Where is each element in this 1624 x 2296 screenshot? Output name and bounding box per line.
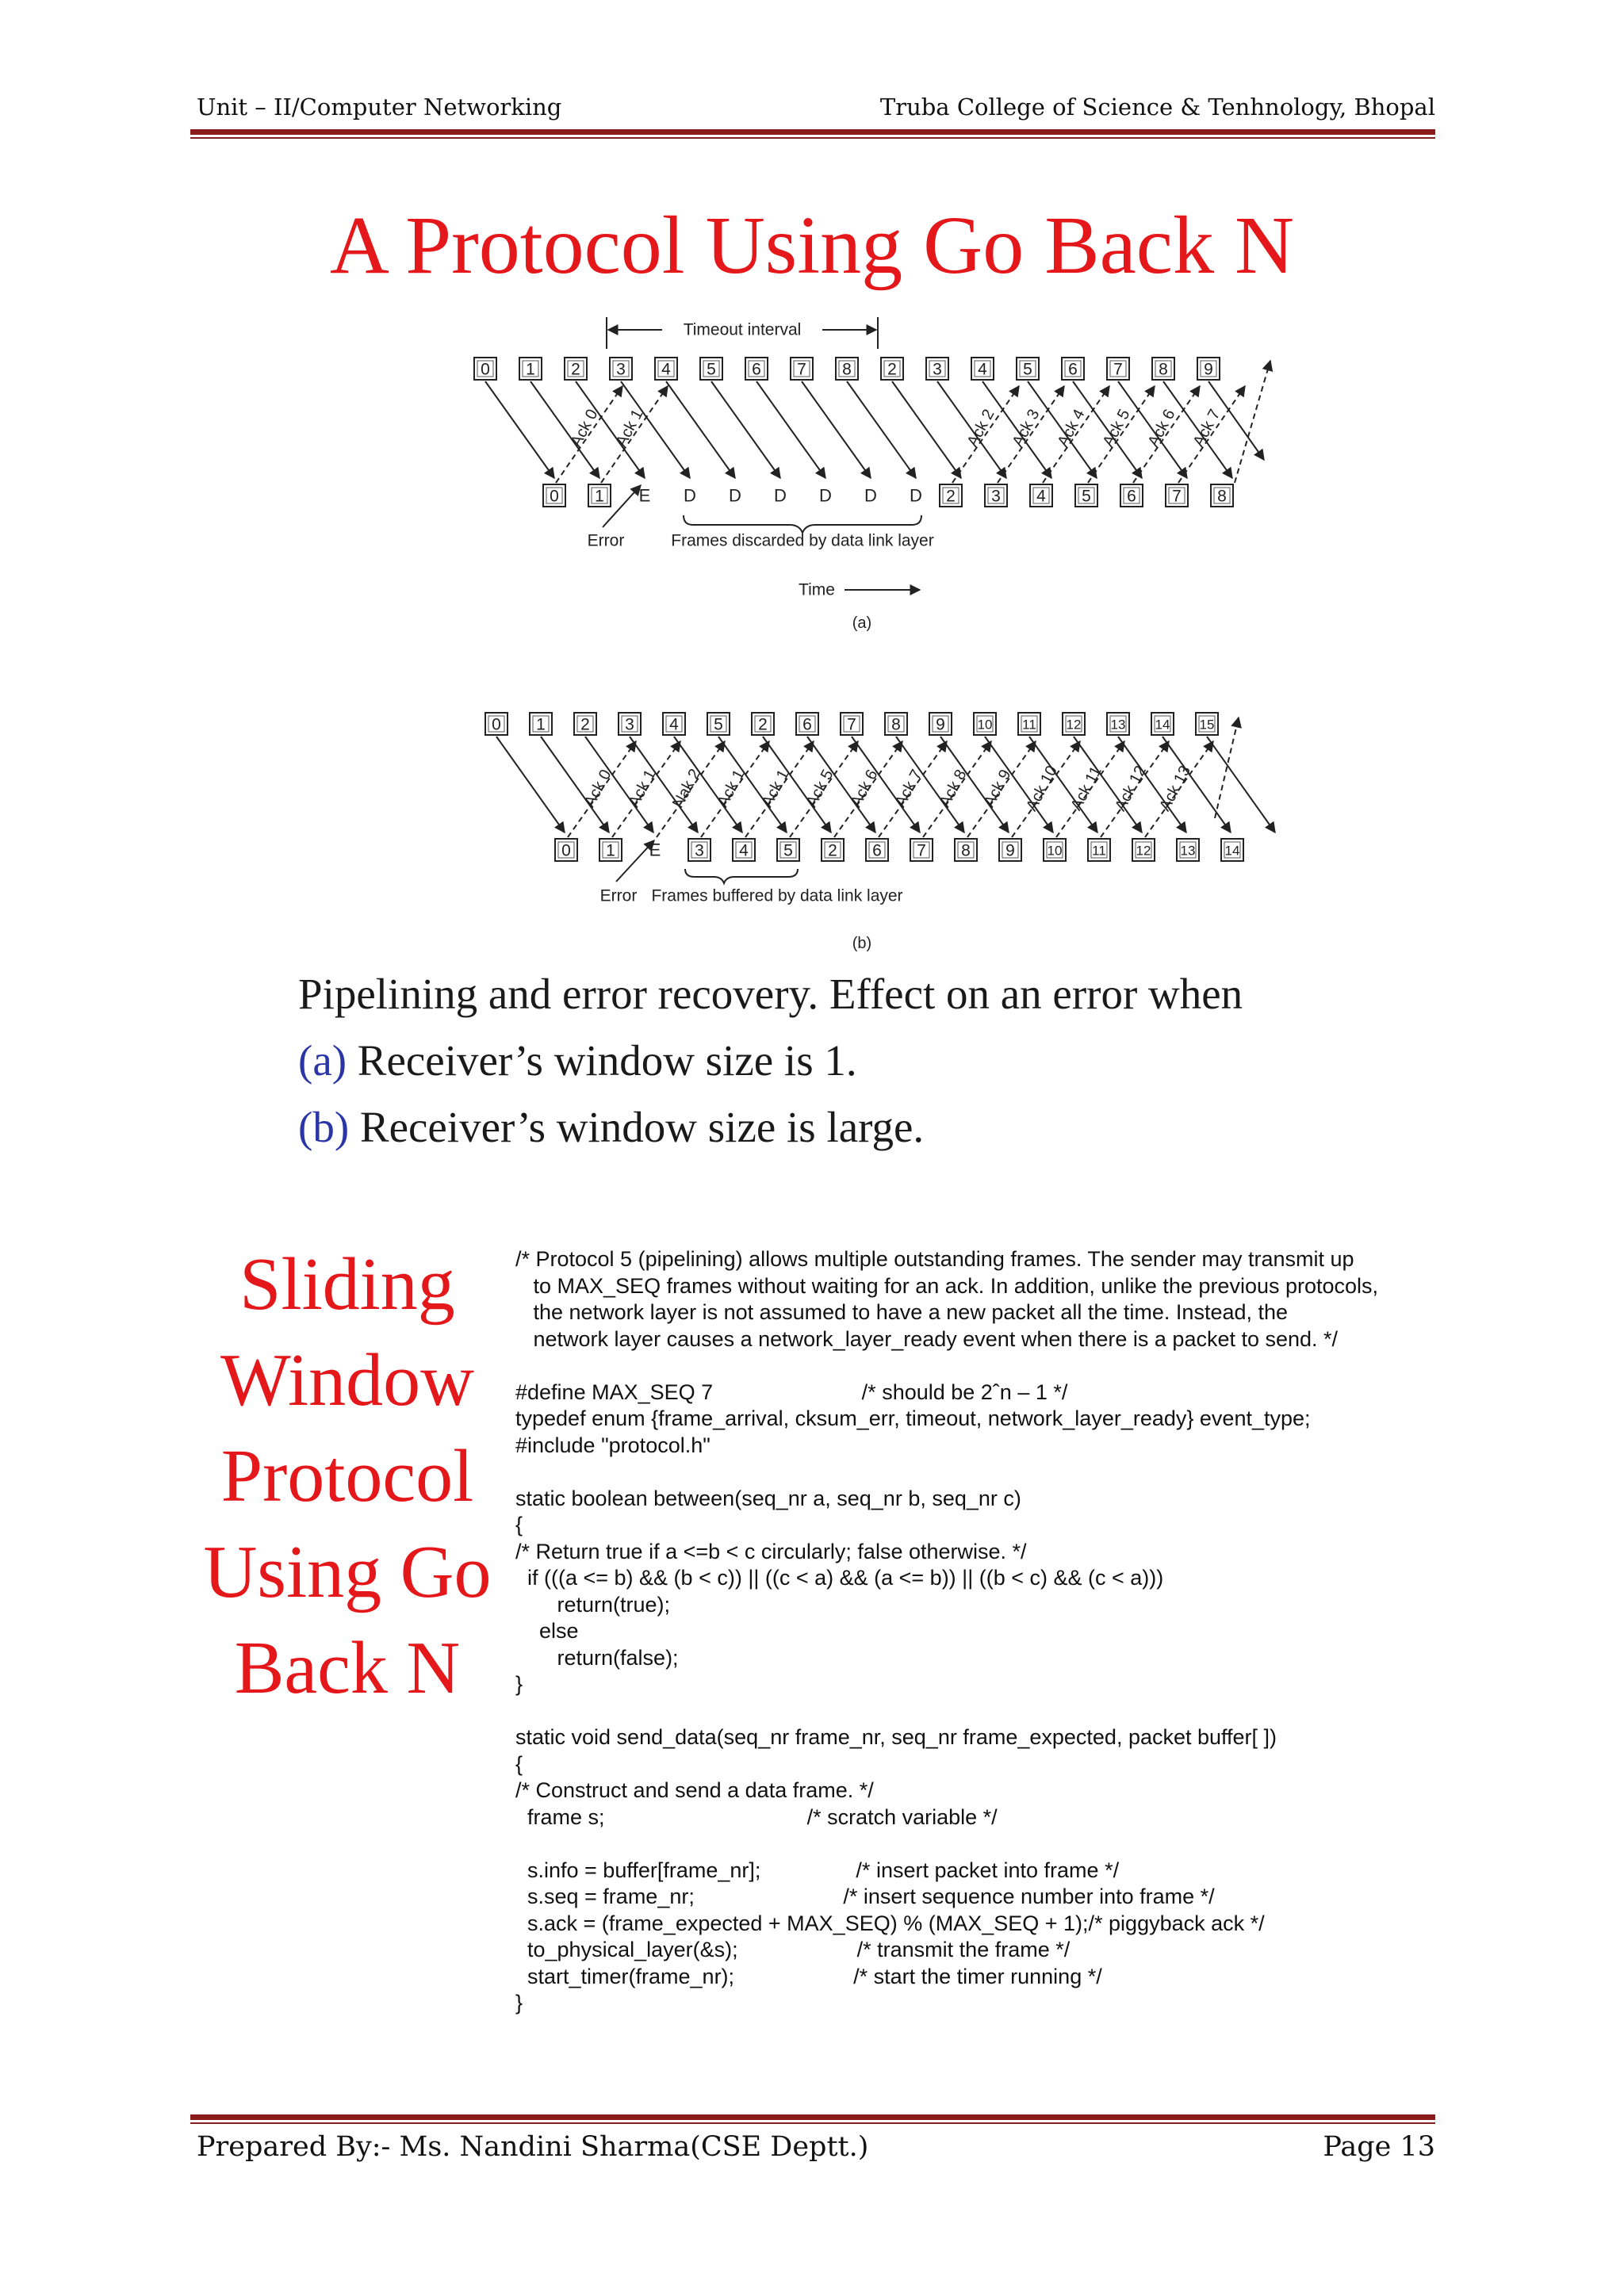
diagram-b-ack-label: Ack 0: [580, 767, 615, 810]
diagram-a-sender-frame-label: 4: [978, 360, 987, 379]
diagram-a-sender-frame-label: 8: [842, 360, 852, 379]
diagram-b-error-mark: E: [649, 840, 661, 860]
diagram-b-receiver-frame-label: 6: [872, 841, 882, 860]
diagram-a-sender-frame-label: 6: [752, 360, 761, 379]
diagram-a-sender-frame-label: 5: [707, 360, 716, 379]
caption-line-1: Pipelining and error recovery. Effect on an error when: [298, 970, 1243, 1018]
diagram-b-ack-label: Nak 2: [669, 766, 704, 811]
diagram-b-ack-label: Ack 13: [1155, 763, 1195, 814]
diagram-a-frame-arrow: [802, 381, 871, 478]
diagram-b-buffer-brace: [685, 869, 798, 883]
diagram-b-sender-frame-label: 0: [492, 715, 501, 734]
diagram-a-sender-frame-label: 9: [1204, 360, 1213, 379]
diagram-b-receiver-frame-label: 7: [917, 841, 926, 860]
diagram-a-ack-label: Ack 4: [1054, 406, 1089, 450]
diagram-b-ack-label: Ack 9: [980, 767, 1015, 810]
diagram-a-sender-frame-label: 3: [616, 360, 626, 379]
diagram-a-receiver-frame-label: 1: [595, 487, 604, 506]
diagram-b-receiver-frame-label: 11: [1092, 843, 1106, 859]
diagram-b-sender-frame-label: 9: [936, 715, 945, 734]
diagram-a-sender-frame-label: 7: [1113, 360, 1123, 379]
diagram-a-frame-arrow: [666, 381, 735, 478]
diagram-a-ack-label: Ack 6: [1144, 406, 1179, 450]
diagram-b-receiver-frame-label: 8: [961, 841, 971, 860]
diagram-a-receiver-frame-label: 2: [946, 487, 956, 506]
diagram-b-ack-label: Ack 6: [847, 767, 882, 810]
diagram-a-sender-frame-label: 4: [661, 360, 671, 379]
diagram-b-sender-frame-label: 8: [891, 715, 901, 734]
diagram-a-sender-frame-label: 0: [481, 360, 490, 379]
diagram-b-sender-frame-label: 1: [536, 715, 546, 734]
diagram-a-discard-mark: D: [819, 485, 832, 506]
diagram-b-sender-frame-label: 14: [1155, 717, 1170, 733]
diagram-a-ack-label: Ack 7: [1189, 406, 1224, 450]
diagram-b-ack-label: Ack 12: [1111, 763, 1151, 814]
diagram-a-ack-label: Ack 1: [612, 406, 647, 450]
caption-line-b: [298, 1102, 924, 1152]
diagram-a-frame-arrow: [847, 381, 916, 478]
diagram-a-discard-mark: D: [684, 485, 696, 506]
diagram-b-sender-frame-label: 2: [580, 715, 590, 734]
diagram-b-sender-frame-label: 4: [669, 715, 679, 734]
footer-rule-thin: [190, 2122, 1435, 2124]
diagram-b-ack-label: Ack 7: [891, 767, 926, 810]
side-title-line-3: Protocol: [220, 1435, 474, 1517]
diagram-b-receiver-frame-label: 3: [695, 841, 704, 860]
diagram-a-frame-arrow: [711, 381, 780, 478]
diagram-b-receiver-frame-label: 13: [1180, 843, 1196, 859]
diagram-a-sender-frame-label: 1: [526, 360, 535, 379]
diagram-a-sender-frame-label: 6: [1068, 360, 1078, 379]
diagram-a-ack-label: Ack 0: [567, 406, 602, 450]
diagram-b-receiver-frame-label: 12: [1136, 843, 1151, 859]
side-title-line-4: Using Go: [203, 1531, 492, 1613]
side-title-line-5: Back N: [234, 1627, 461, 1709]
diagram-a-receiver-frame-label: 8: [1217, 487, 1227, 506]
caption-line-a: [298, 1035, 857, 1085]
diagram-b-frame-arrow: [496, 737, 565, 832]
diagram-b-receiver-frame-label: 0: [561, 841, 571, 860]
diagram-a-ack-label: Ack 2: [963, 406, 998, 450]
diagram-a-error-mark: E: [638, 485, 651, 506]
diagram-a-discard-brace: [684, 515, 921, 533]
diagram-a-receiver-frame-label: 5: [1082, 487, 1091, 506]
diagram-a-discard-mark: D: [910, 485, 922, 506]
page-title: A Protocol Using Go Back N: [329, 200, 1295, 291]
diagram-b-frame-arrow: [1207, 737, 1275, 832]
diagram-a-sender-frame-label: 7: [797, 360, 806, 379]
diagram-a-frame-arrow: [485, 381, 554, 478]
diagram-b-sender-frame-label: 11: [1022, 717, 1036, 733]
side-title-line-2: Window: [220, 1339, 474, 1422]
diagram-b-ack-label: Ack 1: [625, 767, 660, 810]
diagram-a-sender-frame-label: 5: [1023, 360, 1032, 379]
protocol-code: /* Protocol 5 (pipelining) allows multiple outstanding frames. The sender may transmit up to MAX_SEQ frames without waiting for an ack. In addition, unlike the previous protocols, the network layer is not assumed to have a new packet all the time. Instead, the network layer causes a network_layer_ready event when there is a packet to send. */ #define MAX_SEQ 7 /* should be 2ˆn – 1 */ typedef enum {frame_arrival, cksum_err, timeout, network_layer_ready} event_type; #include "protocol.h" static boolean between(seq_nr a, seq_nr b, seq_nr c) { /* Return true if a <=b < c circularly; false otherwise. */ if (((a <= b) && (b < c)) || ((c < a) && (a <= b)) || ((b < c) && (c < a))) return(true); else return(false); } static void send_data(seq_nr frame_nr, seq_nr frame_expected, packet buffer[ ]) { /* Construct and send a data frame. */ frame s; /* scratch variable */ s.info = buffer[frame_nr]; /* insert packet into frame */ s.seq = frame_nr; /* insert sequence number into frame */ s.ack = (frame_expected + MAX_SEQ) % (MAX_SEQ + 1);/* piggyback ack */ to_physical_layer(&s); /* transmit the frame */ start_timer(frame_nr); /* start the timer running */ }: [515, 1247, 1379, 2015]
diagram-b-ack-label: Ack 1: [714, 767, 749, 810]
footer-left: Prepared By:- Ms. Nandini Sharma(CSE Deptt.): [197, 2131, 869, 2163]
diagram-b-ack-label: Ack 8: [936, 767, 971, 810]
diagram-b-receiver-frame-label: 4: [739, 841, 749, 860]
diagram-a-discard-mark: D: [729, 485, 741, 506]
diagram-a-receiver-frame-label: 0: [550, 487, 559, 506]
diagram-b-receiver-frame-label: 9: [1005, 841, 1015, 860]
diagram-b-receiver-frame-label: 1: [606, 841, 615, 860]
diagram-a-frame-arrow: [756, 381, 825, 478]
diagram-a-ack-label: Ack 5: [1099, 406, 1134, 450]
diagram-a-receiver-frame-label: 6: [1127, 487, 1136, 506]
diagram-b-receiver-frame-label: 5: [783, 841, 793, 860]
diagram-a-receiver-frame-label: 4: [1036, 487, 1046, 506]
diagram-b-sender-frame-label: 12: [1066, 717, 1082, 733]
caption-b-text: Receiver’s window size is large.: [349, 1103, 925, 1151]
diagram-b-ack-label: Ack 10: [1022, 763, 1062, 814]
diagram-a-error-label: Error: [587, 531, 625, 550]
diagram-b-ack-label: Ack 1: [758, 767, 793, 810]
diagram-b-sender-frame-label: 5: [714, 715, 723, 734]
diagram-a-sender-frame-label: 2: [571, 360, 580, 379]
diagram-b-receiver-frame-label: 10: [1047, 843, 1063, 859]
diagram-b-ack-label: Ack 5: [802, 767, 837, 810]
footer-right: Page 13: [1323, 2131, 1435, 2163]
diagram-b-sender-frame-label: 15: [1199, 717, 1215, 733]
diagram-b-sender-frame-label: 3: [625, 715, 634, 734]
diagram-a-ack-label: Ack 3: [1009, 406, 1044, 450]
caption-a-text: Receiver’s window size is 1.: [347, 1036, 857, 1085]
caption-a-mark: (a): [298, 1036, 347, 1085]
header-left: Unit – II/Computer Networking: [197, 94, 562, 121]
header-right: Truba College of Science & Tenhnology, Bhopal: [879, 94, 1435, 121]
diagram-a-discarded-label: Frames discarded by data link layer: [671, 531, 934, 550]
diagram-a-sender-frame-label: 3: [933, 360, 942, 379]
diagram-b-receiver-frame-label: 14: [1224, 843, 1240, 859]
diagram-a-timeout-label: Timeout interval: [683, 320, 802, 339]
diagram-b-error-label: Error: [599, 886, 638, 905]
diagram-b-sub-label: (b): [852, 935, 872, 952]
go-back-n-diagram: [0, 0, 1624, 975]
diagram-a-discard-mark: D: [864, 485, 877, 506]
side-title-line-1: Sliding: [239, 1243, 455, 1326]
diagram-a-sub-label: (a): [852, 614, 872, 632]
diagram-b-receiver-frame-label: 2: [828, 841, 837, 860]
diagram-a-discard-mark: D: [774, 485, 787, 506]
diagram-a-sender-frame-label: 2: [887, 360, 897, 379]
diagram-b-sender-frame-label: 6: [802, 715, 812, 734]
diagram-a-time-label: Time: [799, 580, 835, 599]
diagram-b-buffered-label: Frames buffered by data link layer: [651, 886, 903, 905]
diagram-a-receiver-frame-label: 7: [1172, 487, 1182, 506]
diagram-b-ack-label: Ack 11: [1067, 763, 1105, 814]
caption-b-mark: (b): [298, 1103, 350, 1151]
diagram-b-sender-frame-label: 7: [847, 715, 856, 734]
diagram-a-ack-arrow-last: [1235, 361, 1270, 483]
diagram-a-receiver-frame-label: 3: [991, 487, 1001, 506]
diagram-a-sender-frame-label: 8: [1159, 360, 1168, 379]
diagram-b-sender-frame-label: 2: [758, 715, 768, 734]
footer-rule: [190, 2114, 1435, 2120]
diagram-b-sender-frame-label: 13: [1110, 717, 1126, 733]
diagram-b-sender-frame-label: 10: [977, 717, 993, 733]
diagram-a-frame-arrow: [892, 381, 961, 478]
